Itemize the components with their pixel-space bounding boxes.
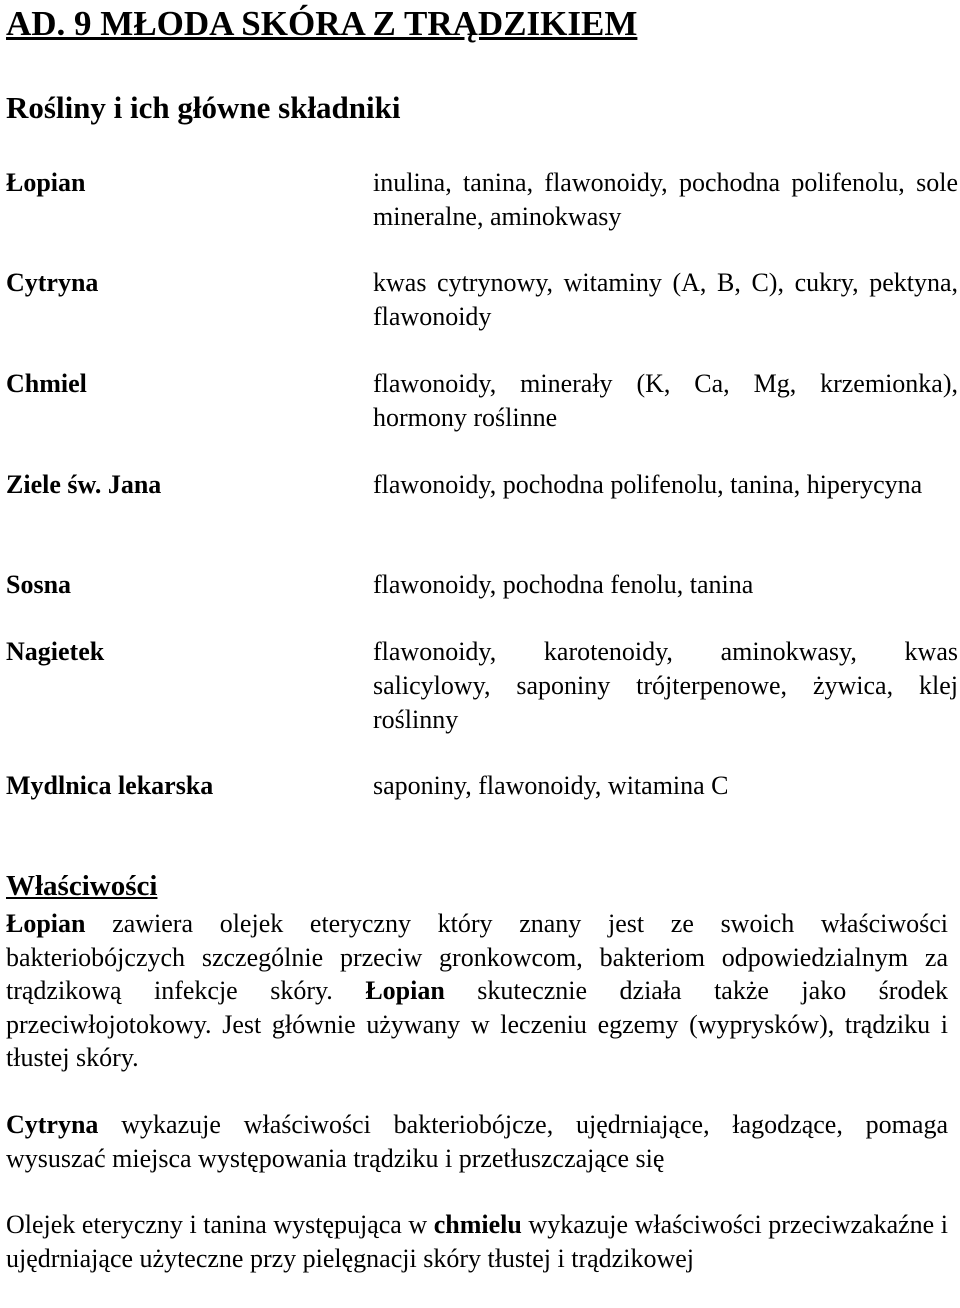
paragraph-cytryna bbox=[6, 1108, 948, 1175]
plant-components: kwas cytrynowy, witaminy (A, B, C), cukry, pektyna, flawonoidy bbox=[373, 268, 958, 331]
emphasis-plant: Cytryna bbox=[6, 1110, 99, 1139]
properties-heading: Właściwości bbox=[6, 870, 158, 902]
plant-components: saponiny, flawonoidy, witamina C bbox=[373, 771, 729, 800]
paragraph-chmiel bbox=[6, 1208, 948, 1275]
emphasis-plant: chmielu bbox=[433, 1210, 522, 1239]
paragraph-text: zawiera olejek eteryczny który znany jest ze swoich właściwości bakteriobójczych szczególnie przeciw gronkowcom, bakteriom odpowiedzialnym za trądzikową infekcje skóry. bbox=[6, 909, 948, 1006]
paragraph-text: wykazuje właściwości przeciwzakaźne i ujędrniające użyteczne przy pielęgnacji skóry tłustej i trądzikowej bbox=[6, 1210, 949, 1273]
plant-name: Cytryna bbox=[6, 268, 99, 297]
plant-name: Mydlnica lekarska bbox=[6, 771, 214, 800]
section-subtitle: Rośliny i ich główne składniki bbox=[6, 90, 401, 125]
paragraph-text: skutecznie działa także jako środek przeciwłojotokowy. Jest głównie używany w leczeniu egzemy (wyprysków), trądziku i tłustej skóry. bbox=[6, 976, 948, 1073]
emphasis-plant: Łopian bbox=[6, 909, 86, 938]
plant-name: Sosna bbox=[6, 570, 72, 599]
plant-components: flawonoidy, minerały (K, Ca, Mg, krzemionka), hormony roślinne bbox=[373, 369, 958, 432]
plant-name: Ziele św. Jana bbox=[6, 470, 162, 499]
plant-name: Łopian bbox=[6, 168, 86, 197]
document-title: AD. 9 MŁODA SKÓRA Z TRĄDZIKIEM bbox=[6, 4, 638, 43]
paragraph-text: wykazuje właściwości bakteriobójcze, ujędrniające, łagodzące, pomaga wysuszać miejsca występowania trądziku i przetłuszczające się bbox=[6, 1110, 948, 1173]
plant-name: Nagietek bbox=[6, 637, 105, 666]
plant-components: flawonoidy, pochodna fenolu, tanina bbox=[373, 570, 754, 599]
plant-components: flawonoidy, pochodna polifenolu, tanina, hiperycyna bbox=[373, 470, 923, 499]
paragraph-lopian bbox=[6, 907, 948, 1075]
plant-name: Chmiel bbox=[6, 369, 87, 398]
plant-components: flawonoidy, karotenoidy, aminokwasy, kwas salicylowy, saponiny trójterpenowe, żywica, klej roślinny bbox=[373, 637, 958, 734]
paragraph-text: Olejek eteryczny i tanina występująca w bbox=[6, 1210, 434, 1239]
emphasis-plant: Łopian bbox=[365, 976, 445, 1006]
plant-components: inulina, tanina, flawonoidy, pochodna polifenolu, sole mineralne, aminokwasy bbox=[373, 168, 958, 231]
